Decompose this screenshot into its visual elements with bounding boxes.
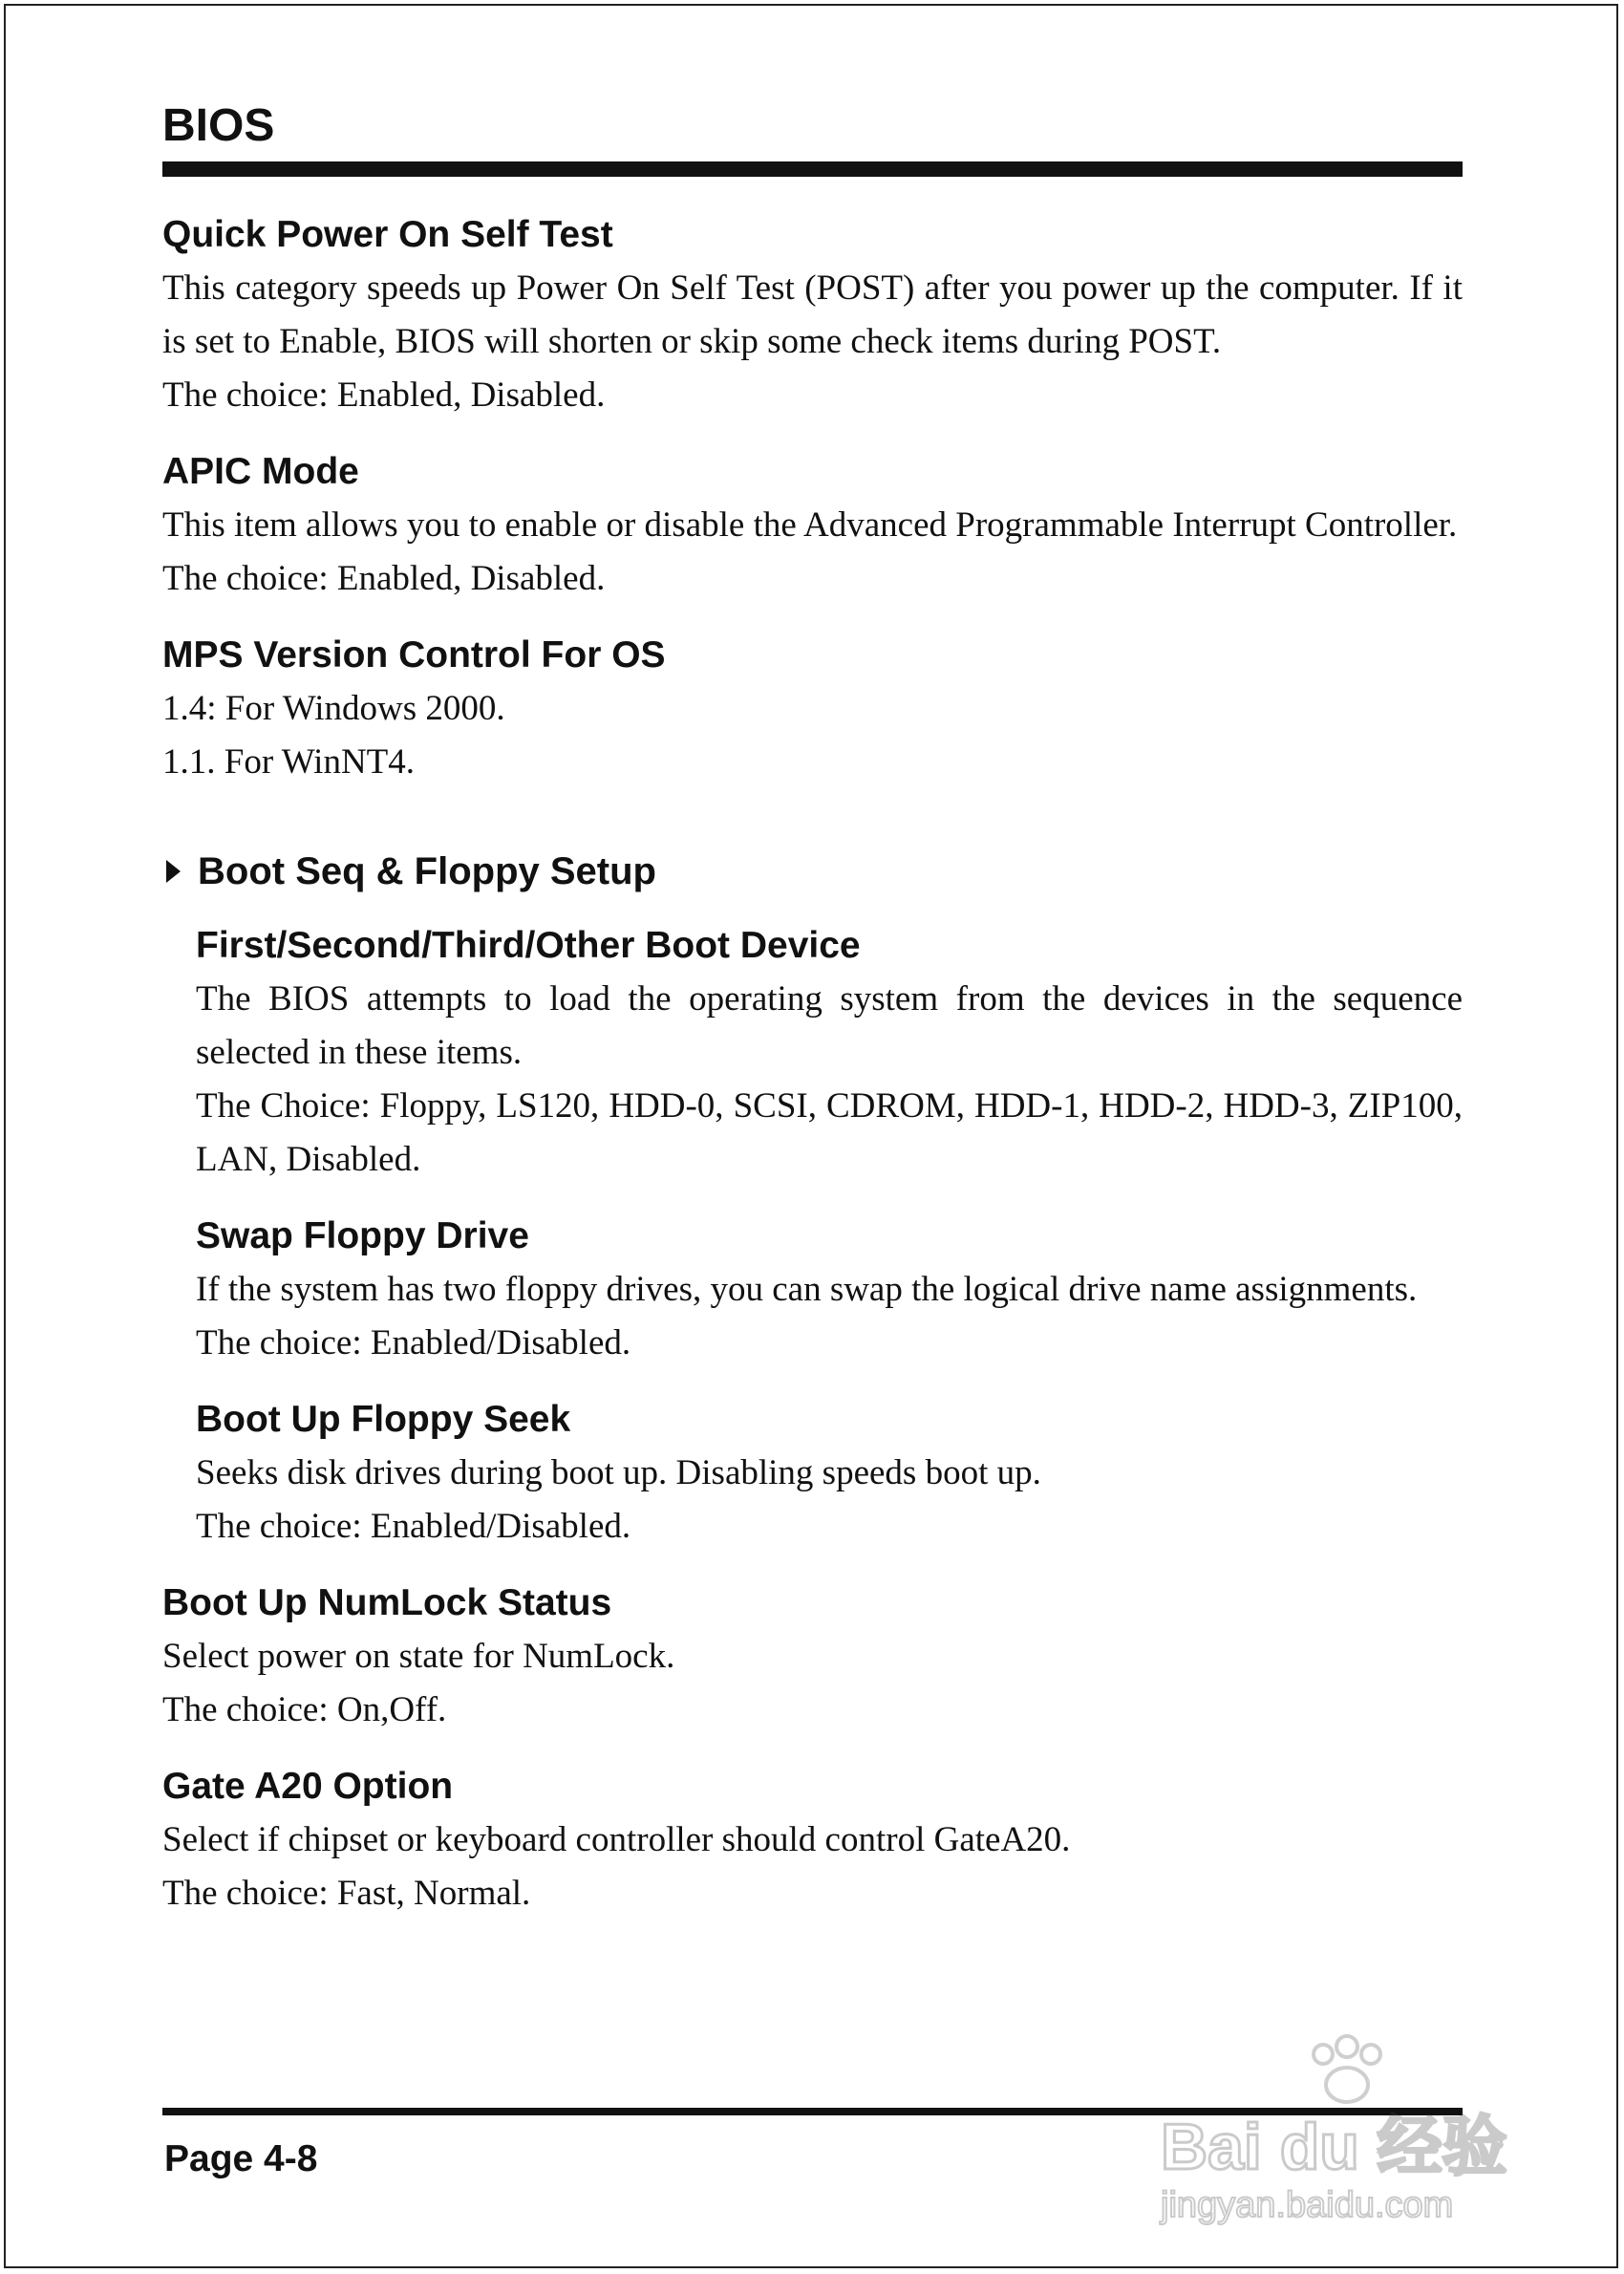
- section-text: The BIOS attempts to load the operating system from the devices in the sequence selected in these items.: [196, 979, 1463, 1072]
- section-title: First/Second/Third/Other Boot Device: [196, 925, 861, 966]
- section-title: APIC Mode: [162, 451, 359, 492]
- section-choice: The choice: Enabled/Disabled.: [196, 1507, 631, 1546]
- section-text: Select power on state for NumLock.: [162, 1637, 675, 1676]
- section-choice: The choice: Enabled, Disabled.: [162, 375, 606, 415]
- section-choice: The choice: Enabled, Disabled.: [162, 559, 606, 598]
- section-choice: The Choice: Floppy, LS120, HDD-0, SCSI, CDROM, HDD-1, HDD-2, HDD-3, ZIP100, LAN, Disabled.: [196, 1086, 1463, 1179]
- section-text: 1.1. For WinNT4.: [162, 742, 416, 782]
- section-title: MPS Version Control For OS: [162, 634, 666, 676]
- section-title: Quick Power On Self Test: [162, 214, 613, 255]
- section-numlock: [162, 1577, 1463, 1737]
- boot-seq-group: [196, 919, 1463, 1554]
- section-floppy-seek: [196, 1393, 1463, 1554]
- header-rule: [162, 161, 1463, 177]
- section-text: Select if chipset or keyboard controller should control GateA20.: [162, 1820, 1071, 1859]
- section-choice: The choice: Enabled/Disabled.: [196, 1323, 631, 1362]
- page-number: Page 4-8: [164, 2138, 318, 2179]
- section-text: Seeks disk drives during boot up. Disabling speeds boot up.: [196, 1453, 1041, 1492]
- boot-seq-heading: [162, 845, 1463, 898]
- section-text: 1.4: For Windows 2000.: [162, 689, 505, 728]
- triangle-right-icon: [166, 860, 181, 883]
- page-header-title: BIOS: [162, 100, 275, 151]
- section-title: Boot Up Floppy Seek: [196, 1399, 571, 1440]
- section-boot-device: [196, 919, 1463, 1187]
- section-choice: The choice: Fast, Normal.: [162, 1874, 531, 1913]
- watermark-url: jingyan.baidu.com: [1161, 2185, 1454, 2225]
- section-title: Swap Floppy Drive: [196, 1215, 529, 1256]
- section-text: This category speeds up Power On Self Test (POST) after you power up the computer. If it is set to Enable, BIOS will shorten or skip some check items during POST.: [162, 268, 1463, 361]
- section-choice: The choice: On,Off.: [162, 1690, 447, 1729]
- watermark-logo: Bai du 经验: [1161, 2111, 1507, 2183]
- section-swap-floppy: [196, 1210, 1463, 1370]
- section-text: This item allows you to enable or disable the Advanced Programmable Interrupt Controller.: [162, 505, 1458, 545]
- section-title: Gate A20 Option: [162, 1766, 454, 1807]
- section-title: Boot Up NumLock Status: [162, 1582, 612, 1623]
- section-text: If the system has two floppy drives, you can swap the logical drive name assignments.: [196, 1270, 1418, 1309]
- section-gate-a20: [162, 1760, 1463, 1920]
- section-mps-version: [162, 629, 1463, 789]
- section-apic-mode: [162, 445, 1463, 606]
- section-quick-post: [162, 208, 1463, 422]
- footer-rule: [162, 2108, 1463, 2115]
- boot-seq-title: Boot Seq & Floppy Setup: [198, 850, 656, 892]
- document-content: [162, 208, 1463, 1943]
